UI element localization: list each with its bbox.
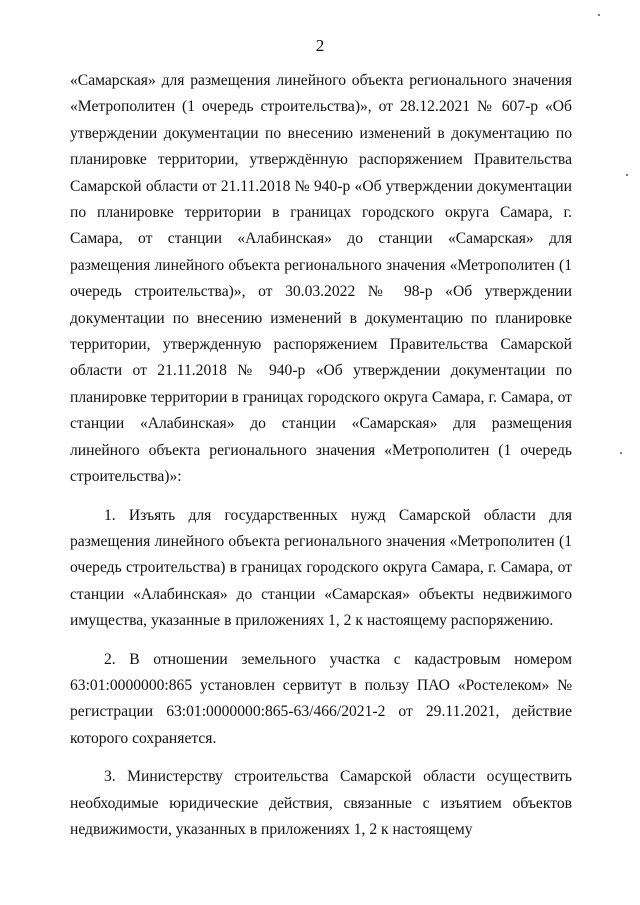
paragraph-item-3: 3. Министерству строительства Самарской области осуществить необходимые юридические действия, связанные с изъятием объектов недвижимости, указанных в приложениях 1, 2 к настоящему — [70, 768, 572, 838]
page-number: 2 — [315, 36, 325, 55]
scan-speck — [598, 14, 600, 16]
scan-speck — [626, 174, 628, 176]
paragraph-preamble: «Самарская» для размещения линейного объекта регионального значения «Метрополитен (1 очередь строительства)», от 28.12.2021 № 607-р «Об утверждении документации по внесению изменений в документацию по планировке территории, утверждённую распоряжением Правительства Самарской области от 21.11.2018 № 940-р «Об утверждении документации по планировке территории в границах городского округа Самара, г. Самара, от станции «Алабинская» до станции «Самарская» для размещения линейного объекта регионального значения «Метрополитен (1 очередь строительства)», от 30.03.2022 № 98-р «Об утверждении документации по внесению изменений в документацию по планировке территории, утвержденную распоряжением Правительства Самарской области от 21.11.2018 № 940-р «Об утверждении документации по планировке территории в границах городского округа Самара, г. Самара, от станции «Алабинская» до станции «Самарская» для размещения линейного объекта регионального значения «Метрополитен (1 очередь строительства)»: — [70, 72, 572, 486]
scan-speck — [620, 452, 622, 454]
paragraph-item-1: 1. Изъять для государственных нужд Самарской области для размещения линейного объекта регионального значения «Метрополитен (1 очередь строительства) в границах городского округа Самара, г. Самара, от станции «Алабинская» до станции «Самарская» объекты недвижимого имущества, указанные в приложениях 1, 2 к настоящему распоряжению. — [70, 506, 572, 630]
paragraph-item-2: 2. В отношении земельного участка с кадастровым номером 63:01:0000000:865 установлен сервитут в пользу ПАО «Ростелеком» № регистрации 63:01:0000000:865-63/466/2021-2 от 29.11.2021, действие которого сохраняется. — [70, 650, 572, 747]
document-body — [70, 68, 572, 843]
